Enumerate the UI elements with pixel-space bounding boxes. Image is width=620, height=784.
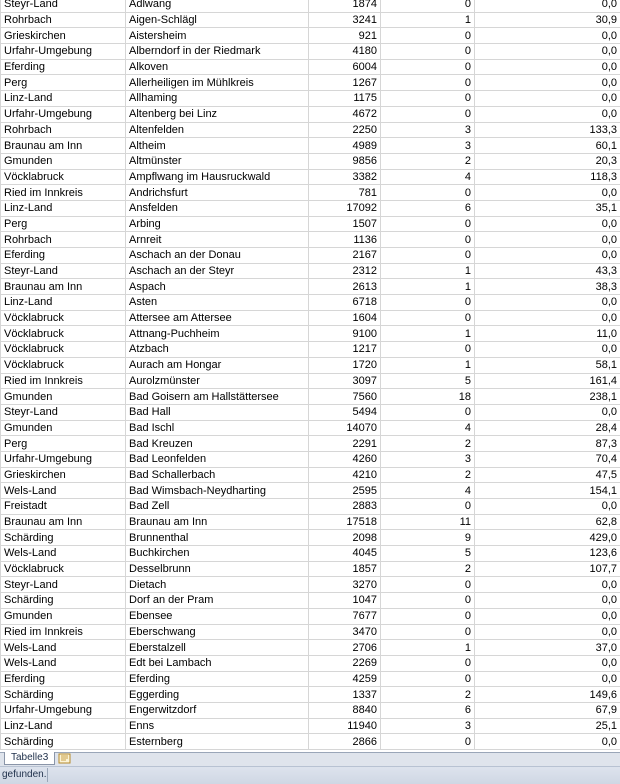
cell-population[interactable]: 7677 bbox=[309, 608, 381, 624]
cell-district[interactable]: Eferding bbox=[1, 671, 126, 687]
cell-municipality[interactable]: Eferding bbox=[126, 671, 309, 687]
cell-rate[interactable]: 0,0 bbox=[475, 44, 620, 60]
cell-district[interactable]: Wels-Land bbox=[1, 483, 126, 499]
cell-cases[interactable]: 0 bbox=[381, 28, 475, 44]
cell-municipality[interactable]: Eberschwang bbox=[126, 624, 309, 640]
table-row bbox=[1, 420, 620, 436]
cell-rate[interactable]: 0,0 bbox=[475, 577, 620, 593]
cell-municipality[interactable]: Braunau am Inn bbox=[126, 514, 309, 530]
cell-rate[interactable]: 133,3 bbox=[475, 122, 620, 138]
cell-population[interactable]: 2866 bbox=[309, 734, 381, 750]
cell-population[interactable]: 11940 bbox=[309, 718, 381, 734]
cell-municipality[interactable]: Enns bbox=[126, 718, 309, 734]
cell-rate[interactable]: 62,8 bbox=[475, 514, 620, 530]
table-row bbox=[1, 59, 620, 75]
cell-municipality[interactable]: Bad Schallerbach bbox=[126, 467, 309, 483]
cell-rate[interactable]: 11,0 bbox=[475, 326, 620, 342]
cell-rate[interactable]: 0,0 bbox=[475, 59, 620, 75]
cell-cases[interactable]: 0 bbox=[381, 232, 475, 248]
table-row bbox=[1, 44, 620, 60]
cell-population[interactable]: 2613 bbox=[309, 279, 381, 295]
cell-municipality[interactable]: Edt bei Lambach bbox=[126, 655, 309, 671]
cell-district[interactable]: Eferding bbox=[1, 59, 126, 75]
cell-district[interactable]: Steyr-Land bbox=[1, 263, 126, 279]
cell-cases[interactable]: 3 bbox=[381, 122, 475, 138]
cell-rate[interactable]: 238,1 bbox=[475, 389, 620, 405]
cell-population[interactable]: 2883 bbox=[309, 499, 381, 515]
cell-cases[interactable]: 0 bbox=[381, 310, 475, 326]
cell-district[interactable]: Freistadt bbox=[1, 499, 126, 515]
cell-rate[interactable]: 60,1 bbox=[475, 138, 620, 154]
cell-municipality[interactable]: Altmünster bbox=[126, 153, 309, 169]
table-row bbox=[1, 106, 620, 122]
cell-population[interactable]: 1507 bbox=[309, 216, 381, 232]
cell-district[interactable]: Steyr-Land bbox=[1, 577, 126, 593]
cell-population[interactable]: 781 bbox=[309, 185, 381, 201]
table-row bbox=[1, 185, 620, 201]
cell-cases[interactable]: 0 bbox=[381, 106, 475, 122]
cell-cases[interactable]: 5 bbox=[381, 546, 475, 562]
cell-district[interactable]: Wels-Land bbox=[1, 640, 126, 656]
cell-district[interactable]: Urfahr-Umgebung bbox=[1, 702, 126, 718]
cell-cases[interactable]: 4 bbox=[381, 420, 475, 436]
cell-municipality[interactable]: Alkoven bbox=[126, 59, 309, 75]
cell-population[interactable]: 3270 bbox=[309, 577, 381, 593]
cell-population[interactable]: 4260 bbox=[309, 451, 381, 467]
table-body bbox=[1, 0, 620, 750]
cell-cases[interactable]: 0 bbox=[381, 593, 475, 609]
cell-municipality[interactable]: Engerwitzdorf bbox=[126, 702, 309, 718]
cell-population[interactable]: 1857 bbox=[309, 561, 381, 577]
status-bar bbox=[0, 766, 620, 784]
cell-district[interactable]: Grieskirchen bbox=[1, 28, 126, 44]
table-row bbox=[1, 75, 620, 91]
table-row bbox=[1, 577, 620, 593]
cell-municipality[interactable]: Bad Goisern am Hallstättersee bbox=[126, 389, 309, 405]
cell-population[interactable]: 3470 bbox=[309, 624, 381, 640]
cell-population[interactable]: 2595 bbox=[309, 483, 381, 499]
cell-cases[interactable]: 2 bbox=[381, 153, 475, 169]
cell-population[interactable]: 4210 bbox=[309, 467, 381, 483]
table-row bbox=[1, 561, 620, 577]
table-row bbox=[1, 640, 620, 656]
table-row bbox=[1, 342, 620, 358]
table-row bbox=[1, 702, 620, 718]
cell-district[interactable]: Vöcklabruck bbox=[1, 561, 126, 577]
cell-rate[interactable]: 0,0 bbox=[475, 0, 620, 12]
cell-cases[interactable]: 1 bbox=[381, 640, 475, 656]
table-row bbox=[1, 671, 620, 687]
cell-population[interactable]: 3382 bbox=[309, 169, 381, 185]
table-row bbox=[1, 451, 620, 467]
table-row bbox=[1, 624, 620, 640]
cell-population[interactable]: 1874 bbox=[309, 0, 381, 12]
cell-population[interactable]: 4672 bbox=[309, 106, 381, 122]
cell-population[interactable]: 2167 bbox=[309, 248, 381, 264]
cell-cases[interactable]: 0 bbox=[381, 734, 475, 750]
cell-population[interactable]: 2706 bbox=[309, 640, 381, 656]
cell-rate[interactable]: 107,7 bbox=[475, 561, 620, 577]
table-row bbox=[1, 12, 620, 28]
cell-municipality[interactable]: Eberstalzell bbox=[126, 640, 309, 656]
cell-municipality[interactable]: Altenberg bei Linz bbox=[126, 106, 309, 122]
cell-municipality[interactable]: Brunnenthal bbox=[126, 530, 309, 546]
cell-rate[interactable]: 0,0 bbox=[475, 28, 620, 44]
cell-population[interactable]: 1047 bbox=[309, 593, 381, 609]
cell-cases[interactable]: 0 bbox=[381, 59, 475, 75]
table-row bbox=[1, 310, 620, 326]
cell-district[interactable]: Linz-Land bbox=[1, 718, 126, 734]
cell-rate[interactable]: 28,4 bbox=[475, 420, 620, 436]
cell-district[interactable]: Wels-Land bbox=[1, 546, 126, 562]
table-row bbox=[1, 263, 620, 279]
cell-municipality[interactable]: Esternberg bbox=[126, 734, 309, 750]
cell-population[interactable]: 2291 bbox=[309, 436, 381, 452]
cell-cases[interactable]: 3 bbox=[381, 451, 475, 467]
table-row bbox=[1, 326, 620, 342]
table-row bbox=[1, 153, 620, 169]
cell-cases[interactable]: 0 bbox=[381, 671, 475, 687]
cell-district[interactable]: Rohrbach bbox=[1, 232, 126, 248]
cell-population[interactable]: 1604 bbox=[309, 310, 381, 326]
table-row bbox=[1, 373, 620, 389]
cell-district[interactable]: Vöcklabruck bbox=[1, 342, 126, 358]
table-row bbox=[1, 734, 620, 750]
table-row bbox=[1, 404, 620, 420]
cell-municipality[interactable]: Arnreit bbox=[126, 232, 309, 248]
cell-rate[interactable]: 0,0 bbox=[475, 404, 620, 420]
cell-district[interactable]: Braunau am Inn bbox=[1, 138, 126, 154]
cell-district[interactable]: Wels-Land bbox=[1, 655, 126, 671]
table-row bbox=[1, 279, 620, 295]
cell-municipality[interactable]: Buchkirchen bbox=[126, 546, 309, 562]
table-row bbox=[1, 687, 620, 703]
cell-district[interactable]: Schärding bbox=[1, 687, 126, 703]
cell-rate[interactable]: 0,0 bbox=[475, 624, 620, 640]
cell-district[interactable]: Urfahr-Umgebung bbox=[1, 451, 126, 467]
cell-rate[interactable]: 0,0 bbox=[475, 608, 620, 624]
cell-rate[interactable]: 429,0 bbox=[475, 530, 620, 546]
cell-rate[interactable]: 30,9 bbox=[475, 12, 620, 28]
cell-rate[interactable]: 123,6 bbox=[475, 546, 620, 562]
table-row bbox=[1, 608, 620, 624]
cell-rate[interactable]: 0,0 bbox=[475, 734, 620, 750]
cell-rate[interactable]: 154,1 bbox=[475, 483, 620, 499]
cell-cases[interactable]: 0 bbox=[381, 75, 475, 91]
table-row bbox=[1, 436, 620, 452]
cell-population[interactable]: 4989 bbox=[309, 138, 381, 154]
cell-rate[interactable]: 0,0 bbox=[475, 655, 620, 671]
cell-cases[interactable]: 11 bbox=[381, 514, 475, 530]
cell-cases[interactable]: 1 bbox=[381, 326, 475, 342]
cell-municipality[interactable]: Aurach am Hongar bbox=[126, 357, 309, 373]
cell-population[interactable]: 1337 bbox=[309, 687, 381, 703]
cell-rate[interactable]: 25,1 bbox=[475, 718, 620, 734]
cell-rate[interactable]: 0,0 bbox=[475, 310, 620, 326]
cell-rate[interactable]: 0,0 bbox=[475, 185, 620, 201]
cell-cases[interactable]: 0 bbox=[381, 624, 475, 640]
cell-municipality[interactable]: Dorf an der Pram bbox=[126, 593, 309, 609]
table-row bbox=[1, 216, 620, 232]
cell-district[interactable]: Braunau am Inn bbox=[1, 279, 126, 295]
cell-cases[interactable]: 0 bbox=[381, 185, 475, 201]
cell-municipality[interactable]: Bad Zell bbox=[126, 499, 309, 515]
sheet-tab-tabelle3[interactable]: Tabelle3 bbox=[4, 752, 55, 765]
cell-municipality[interactable]: Bad Hall bbox=[126, 404, 309, 420]
table-row bbox=[1, 514, 620, 530]
cell-district[interactable]: Rohrbach bbox=[1, 122, 126, 138]
cell-population[interactable]: 1175 bbox=[309, 91, 381, 107]
cell-rate[interactable]: 149,6 bbox=[475, 687, 620, 703]
cell-population[interactable]: 2312 bbox=[309, 263, 381, 279]
cell-population[interactable]: 2098 bbox=[309, 530, 381, 546]
cell-district[interactable]: Linz-Land bbox=[1, 200, 126, 216]
cell-district[interactable]: Ried im Innkreis bbox=[1, 185, 126, 201]
insert-sheet-icon[interactable] bbox=[58, 753, 72, 764]
cell-rate[interactable]: 0,0 bbox=[475, 593, 620, 609]
cell-district[interactable]: Linz-Land bbox=[1, 91, 126, 107]
cell-district[interactable]: Grieskirchen bbox=[1, 467, 126, 483]
cell-cases[interactable]: 1 bbox=[381, 12, 475, 28]
cell-municipality[interactable]: Aspach bbox=[126, 279, 309, 295]
table-row bbox=[1, 483, 620, 499]
cell-district[interactable]: Ried im Innkreis bbox=[1, 373, 126, 389]
status-divider bbox=[47, 768, 48, 782]
cell-rate[interactable]: 0,0 bbox=[475, 248, 620, 264]
cell-cases[interactable]: 0 bbox=[381, 0, 475, 12]
cell-cases[interactable]: 0 bbox=[381, 248, 475, 264]
cell-municipality[interactable]: Asten bbox=[126, 295, 309, 311]
cell-cases[interactable]: 0 bbox=[381, 577, 475, 593]
cell-district[interactable]: Gmunden bbox=[1, 153, 126, 169]
cell-district[interactable]: Gmunden bbox=[1, 608, 126, 624]
table-row bbox=[1, 91, 620, 107]
cell-population[interactable]: 3241 bbox=[309, 12, 381, 28]
cell-rate[interactable]: 0,0 bbox=[475, 91, 620, 107]
cell-population[interactable]: 1136 bbox=[309, 232, 381, 248]
table-row bbox=[1, 295, 620, 311]
cell-district[interactable]: Linz-Land bbox=[1, 295, 126, 311]
cell-rate[interactable]: 37,0 bbox=[475, 640, 620, 656]
cell-district[interactable]: Ried im Innkreis bbox=[1, 624, 126, 640]
cell-municipality[interactable]: Attnang-Puchheim bbox=[126, 326, 309, 342]
cell-municipality[interactable]: Desselbrunn bbox=[126, 561, 309, 577]
cell-rate[interactable]: 0,0 bbox=[475, 499, 620, 515]
cell-rate[interactable]: 0,0 bbox=[475, 232, 620, 248]
cell-population[interactable]: 8840 bbox=[309, 702, 381, 718]
table-row bbox=[1, 122, 620, 138]
cell-municipality[interactable]: Ebensee bbox=[126, 608, 309, 624]
cell-population[interactable]: 6004 bbox=[309, 59, 381, 75]
table-row bbox=[1, 499, 620, 515]
cell-municipality[interactable]: Bad Leonfelden bbox=[126, 451, 309, 467]
cell-municipality[interactable]: Alberndorf in der Riedmark bbox=[126, 44, 309, 60]
cell-rate[interactable]: 58,1 bbox=[475, 357, 620, 373]
cell-population[interactable]: 4180 bbox=[309, 44, 381, 60]
cell-population[interactable]: 921 bbox=[309, 28, 381, 44]
cell-rate[interactable]: 87,3 bbox=[475, 436, 620, 452]
cell-rate[interactable]: 0,0 bbox=[475, 342, 620, 358]
cell-population[interactable]: 7560 bbox=[309, 389, 381, 405]
cell-district[interactable]: Perg bbox=[1, 75, 126, 91]
cell-population[interactable]: 5494 bbox=[309, 404, 381, 420]
cell-municipality[interactable]: Adlwang bbox=[126, 0, 309, 12]
cell-population[interactable]: 6718 bbox=[309, 295, 381, 311]
cell-cases[interactable]: 0 bbox=[381, 608, 475, 624]
table-row bbox=[1, 530, 620, 546]
cell-cases[interactable]: 3 bbox=[381, 138, 475, 154]
cell-rate[interactable]: 0,0 bbox=[475, 671, 620, 687]
cell-population[interactable]: 3097 bbox=[309, 373, 381, 389]
cell-district[interactable]: Steyr-Land bbox=[1, 0, 126, 12]
table-row bbox=[1, 389, 620, 405]
cell-population[interactable]: 14070 bbox=[309, 420, 381, 436]
table-row bbox=[1, 28, 620, 44]
cell-cases[interactable]: 5 bbox=[381, 373, 475, 389]
cell-district[interactable]: Vöcklabruck bbox=[1, 310, 126, 326]
cell-cases[interactable]: 0 bbox=[381, 342, 475, 358]
cell-population[interactable]: 4045 bbox=[309, 546, 381, 562]
table-row bbox=[1, 357, 620, 373]
table-row bbox=[1, 655, 620, 671]
table-row bbox=[1, 200, 620, 216]
cell-cases[interactable]: 2 bbox=[381, 467, 475, 483]
cell-cases[interactable]: 1 bbox=[381, 357, 475, 373]
cell-cases[interactable]: 0 bbox=[381, 295, 475, 311]
cell-district[interactable]: Schärding bbox=[1, 530, 126, 546]
cell-rate[interactable]: 20,3 bbox=[475, 153, 620, 169]
cell-municipality[interactable]: Aschach an der Steyr bbox=[126, 263, 309, 279]
cell-rate[interactable]: 0,0 bbox=[475, 295, 620, 311]
cell-municipality[interactable]: Attersee am Attersee bbox=[126, 310, 309, 326]
cell-district[interactable]: Schärding bbox=[1, 734, 126, 750]
cell-population[interactable]: 1720 bbox=[309, 357, 381, 373]
cell-rate[interactable]: 0,0 bbox=[475, 75, 620, 91]
cell-municipality[interactable]: Bad Ischl bbox=[126, 420, 309, 436]
cell-municipality[interactable]: Ansfelden bbox=[126, 200, 309, 216]
cell-cases[interactable]: 0 bbox=[381, 655, 475, 671]
cell-rate[interactable]: 35,1 bbox=[475, 200, 620, 216]
status-message: gefunden. bbox=[2, 769, 47, 780]
cell-population[interactable]: 17518 bbox=[309, 514, 381, 530]
cell-rate[interactable]: 43,3 bbox=[475, 263, 620, 279]
cell-cases[interactable]: 0 bbox=[381, 216, 475, 232]
cell-population[interactable]: 9856 bbox=[309, 153, 381, 169]
cell-district[interactable]: Eferding bbox=[1, 248, 126, 264]
cell-population[interactable]: 1267 bbox=[309, 75, 381, 91]
cell-population[interactable]: 1217 bbox=[309, 342, 381, 358]
cell-municipality[interactable]: Altenfelden bbox=[126, 122, 309, 138]
cell-district[interactable]: Schärding bbox=[1, 593, 126, 609]
cell-municipality[interactable]: Bad Wimsbach-Neydharting bbox=[126, 483, 309, 499]
table-row bbox=[1, 467, 620, 483]
table-row bbox=[1, 0, 620, 12]
sheet-tab-strip bbox=[0, 752, 620, 766]
cell-rate[interactable]: 67,9 bbox=[475, 702, 620, 718]
cell-municipality[interactable]: Aurolzmünster bbox=[126, 373, 309, 389]
cell-municipality[interactable]: Altheim bbox=[126, 138, 309, 154]
table-row bbox=[1, 138, 620, 154]
cell-population[interactable]: 4259 bbox=[309, 671, 381, 687]
cell-cases[interactable]: 0 bbox=[381, 91, 475, 107]
cell-cases[interactable]: 6 bbox=[381, 200, 475, 216]
cell-cases[interactable]: 9 bbox=[381, 530, 475, 546]
cell-population[interactable]: 2250 bbox=[309, 122, 381, 138]
cell-municipality[interactable]: Aschach an der Donau bbox=[126, 248, 309, 264]
cell-cases[interactable]: 3 bbox=[381, 718, 475, 734]
cell-municipality[interactable]: Allhaming bbox=[126, 91, 309, 107]
cell-cases[interactable]: 18 bbox=[381, 389, 475, 405]
cell-cases[interactable]: 0 bbox=[381, 499, 475, 515]
cell-district[interactable]: Vöcklabruck bbox=[1, 326, 126, 342]
table-row bbox=[1, 232, 620, 248]
table-row bbox=[1, 546, 620, 562]
cell-municipality[interactable]: Aistersheim bbox=[126, 28, 309, 44]
cell-rate[interactable]: 38,3 bbox=[475, 279, 620, 295]
cell-district[interactable]: Gmunden bbox=[1, 420, 126, 436]
cell-municipality[interactable]: Eggerding bbox=[126, 687, 309, 703]
cell-district[interactable]: Perg bbox=[1, 216, 126, 232]
cell-rate[interactable]: 118,3 bbox=[475, 169, 620, 185]
cell-district[interactable]: Vöcklabruck bbox=[1, 169, 126, 185]
cell-rate[interactable]: 70,4 bbox=[475, 451, 620, 467]
cell-rate[interactable]: 47,5 bbox=[475, 467, 620, 483]
cell-cases[interactable]: 4 bbox=[381, 169, 475, 185]
table-row bbox=[1, 169, 620, 185]
cell-population[interactable]: 2269 bbox=[309, 655, 381, 671]
cell-municipality[interactable]: Atzbach bbox=[126, 342, 309, 358]
cell-cases[interactable]: 1 bbox=[381, 279, 475, 295]
cell-cases[interactable]: 2 bbox=[381, 687, 475, 703]
cell-cases[interactable]: 4 bbox=[381, 483, 475, 499]
cell-population[interactable]: 9100 bbox=[309, 326, 381, 342]
cell-population[interactable]: 17092 bbox=[309, 200, 381, 216]
cell-district[interactable]: Urfahr-Umgebung bbox=[1, 106, 126, 122]
cell-municipality[interactable]: Dietach bbox=[126, 577, 309, 593]
table-row bbox=[1, 248, 620, 264]
cell-rate[interactable]: 161,4 bbox=[475, 373, 620, 389]
cell-municipality[interactable]: Andrichsfurt bbox=[126, 185, 309, 201]
cell-cases[interactable]: 2 bbox=[381, 436, 475, 452]
cell-cases[interactable]: 2 bbox=[381, 561, 475, 577]
cell-district[interactable]: Gmunden bbox=[1, 389, 126, 405]
cell-district[interactable]: Braunau am Inn bbox=[1, 514, 126, 530]
cell-district[interactable]: Rohrbach bbox=[1, 12, 126, 28]
cell-cases[interactable]: 1 bbox=[381, 263, 475, 279]
table-row bbox=[1, 718, 620, 734]
cell-municipality[interactable]: Bad Kreuzen bbox=[126, 436, 309, 452]
cell-district[interactable]: Steyr-Land bbox=[1, 404, 126, 420]
bottom-bar bbox=[0, 752, 620, 783]
cell-cases[interactable]: 0 bbox=[381, 44, 475, 60]
cell-rate[interactable]: 0,0 bbox=[475, 106, 620, 122]
cell-cases[interactable]: 6 bbox=[381, 702, 475, 718]
cell-municipality[interactable]: Aigen-Schlägl bbox=[126, 12, 309, 28]
cell-municipality[interactable]: Allerheiligen im Mühlkreis bbox=[126, 75, 309, 91]
table-row bbox=[1, 593, 620, 609]
cell-district[interactable]: Vöcklabruck bbox=[1, 357, 126, 373]
cell-municipality[interactable]: Arbing bbox=[126, 216, 309, 232]
cell-municipality[interactable]: Ampflwang im Hausruckwald bbox=[126, 169, 309, 185]
cell-cases[interactable]: 0 bbox=[381, 404, 475, 420]
cell-rate[interactable]: 0,0 bbox=[475, 216, 620, 232]
cell-district[interactable]: Perg bbox=[1, 436, 126, 452]
cell-district[interactable]: Urfahr-Umgebung bbox=[1, 44, 126, 60]
